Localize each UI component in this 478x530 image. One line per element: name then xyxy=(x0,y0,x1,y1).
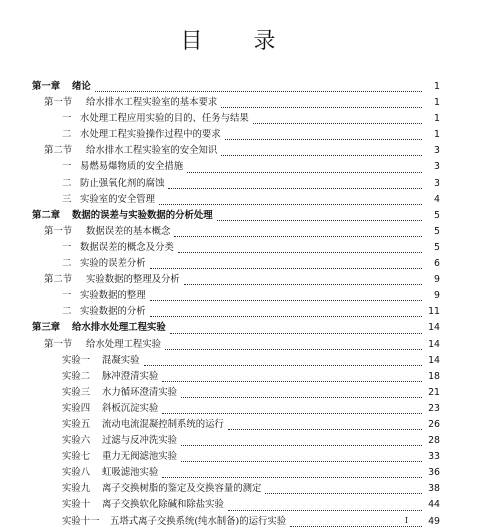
toc-entry-label xyxy=(44,272,180,288)
toc-entry-title: 过滤与反冲洗实验 xyxy=(102,435,178,447)
dot-leader xyxy=(174,235,422,237)
dot-leader xyxy=(162,380,422,382)
toc-entry-number: 实验十 xyxy=(62,499,91,511)
toc-entry-page: 14 xyxy=(428,322,440,334)
toc-entry[interactable] xyxy=(32,417,440,433)
toc-entry-label xyxy=(62,417,224,433)
dot-leader xyxy=(184,283,422,285)
toc-entry-page: 38 xyxy=(428,483,440,495)
toc-entry[interactable] xyxy=(32,465,440,481)
toc-entry-page: 11 xyxy=(428,306,440,318)
toc-entry-title: 斜板沉淀实验 xyxy=(102,402,159,414)
toc-entry-label xyxy=(62,401,158,417)
toc-entry-page: 26 xyxy=(428,418,440,430)
toc-entry-page: 1 xyxy=(434,129,440,141)
toc-entry[interactable] xyxy=(32,401,440,417)
toc-entry[interactable] xyxy=(32,79,440,95)
toc-entry-label xyxy=(32,79,91,95)
dot-leader xyxy=(221,154,422,156)
dot-leader xyxy=(217,219,422,221)
dot-leader xyxy=(144,364,422,366)
toc-entry[interactable] xyxy=(32,111,440,127)
dot-leader xyxy=(162,412,422,414)
toc-entry-title: 水处理工程实验操作过程中的要求 xyxy=(80,129,221,141)
toc-entry-title: 混凝实验 xyxy=(102,354,140,366)
toc-entry-page: 33 xyxy=(428,451,440,463)
dot-leader xyxy=(150,267,422,269)
toc-entry-page: 36 xyxy=(428,467,440,479)
page-number-mark: I xyxy=(404,516,408,525)
dot-leader xyxy=(150,315,422,317)
dot-leader xyxy=(187,171,422,173)
dot-leader xyxy=(170,332,422,334)
toc-entry-number: 第一章 xyxy=(32,81,61,92)
toc-entry-number: 二 xyxy=(62,306,72,318)
toc-entry-title: 数据的误差与实验数据的分析处理 xyxy=(72,209,213,221)
toc-entry-number: 第一节 xyxy=(44,97,73,109)
toc-entry-number: 一 xyxy=(62,290,72,302)
toc-entry-title: 水处理工程应用实验的目的、任务与结果 xyxy=(80,113,249,125)
toc-entry-page: 9 xyxy=(434,274,440,286)
dot-leader xyxy=(159,203,422,205)
toc-entry-page: 49 xyxy=(428,515,440,527)
toc-entry-number: 实验七 xyxy=(62,451,91,463)
toc-entry-title: 给水排水工程实验室的基本要求 xyxy=(86,97,218,109)
toc-entry-title: 脉冲澄清实验 xyxy=(102,370,159,382)
toc-entry-page: 5 xyxy=(434,209,440,221)
toc-entry-title: 实验数据的整理及分析 xyxy=(86,274,180,286)
toc-entry-page: 1 xyxy=(434,97,440,109)
dot-leader xyxy=(221,106,422,108)
toc-entry-number: 实验五 xyxy=(62,418,91,430)
toc-entry-label xyxy=(62,304,146,320)
toc-entry[interactable] xyxy=(32,497,440,513)
toc-entry-title: 防止强氧化剂的腐蚀 xyxy=(80,177,165,189)
toc-entry-page: 3 xyxy=(434,145,440,157)
toc-entry-number: 实验六 xyxy=(62,435,91,447)
dot-leader xyxy=(225,138,422,140)
toc-entry-number: 实验四 xyxy=(62,402,91,414)
toc-entry-label xyxy=(62,481,261,497)
toc-entry-title: 离子交换树脂的鉴定及交换容量的测定 xyxy=(102,483,262,495)
toc-entry-title: 给水排水工程实验室的安全知识 xyxy=(86,145,218,157)
toc-entry[interactable] xyxy=(32,143,440,159)
toc-entry-label xyxy=(62,111,249,127)
toc-entry-label xyxy=(62,369,158,385)
toc-entry[interactable] xyxy=(32,433,440,449)
toc-entry-number: 第一节 xyxy=(44,225,73,237)
toc-entry-label xyxy=(62,353,140,369)
toc-entry-title: 数据误差的基本概念 xyxy=(86,225,171,237)
dot-leader xyxy=(181,460,422,462)
toc-entry-page: 1 xyxy=(434,81,440,92)
toc-entry-label xyxy=(32,208,213,224)
toc-entry[interactable] xyxy=(32,514,440,530)
toc-entry-page: 3 xyxy=(434,161,440,173)
toc-entry-page: 6 xyxy=(434,258,440,270)
toc-entry[interactable] xyxy=(32,240,440,256)
toc-entry[interactable] xyxy=(32,127,440,143)
toc-entry-title: 流动电流混凝控制系统的运行 xyxy=(102,418,224,430)
toc-entry-title: 实验数据的整理 xyxy=(80,290,146,302)
toc-entry-label xyxy=(62,240,174,256)
toc-entry-page: 14 xyxy=(428,338,440,350)
dot-leader xyxy=(165,348,422,350)
toc-entry-number: 二 xyxy=(62,177,72,189)
toc-entry-title: 绪论 xyxy=(72,81,91,92)
toc-entry[interactable] xyxy=(32,272,440,288)
toc-entry[interactable] xyxy=(32,176,440,192)
toc-entry[interactable] xyxy=(32,304,440,320)
toc-entry-label xyxy=(32,320,166,336)
toc-entry-label xyxy=(62,465,158,481)
toc-entry-number: 一 xyxy=(62,241,72,253)
toc-entry-label xyxy=(62,127,221,143)
dot-leader xyxy=(181,444,422,446)
toc-entry-title: 给水处理工程实验 xyxy=(86,338,162,350)
toc-entry-number: 二 xyxy=(62,129,72,141)
toc-entry[interactable] xyxy=(32,337,440,353)
table-of-contents xyxy=(32,79,440,530)
toc-entry-number: 实验十一 xyxy=(62,515,100,527)
toc-entry-page: 5 xyxy=(434,225,440,237)
toc-entry[interactable] xyxy=(32,481,440,497)
dot-leader xyxy=(95,90,422,92)
toc-entry-page: 14 xyxy=(428,354,440,366)
toc-entry-page: 4 xyxy=(434,193,440,205)
toc-entry-page: 21 xyxy=(428,386,440,398)
toc-entry-number: 实验二 xyxy=(62,370,91,382)
dot-leader xyxy=(162,476,422,478)
toc-entry[interactable] xyxy=(32,449,440,465)
toc-entry-number: 实验三 xyxy=(62,386,91,398)
toc-entry[interactable] xyxy=(32,224,440,240)
toc-entry-title: 水力循环澄清实验 xyxy=(102,386,178,398)
toc-entry-number: 二 xyxy=(62,258,72,270)
toc-entry-number: 第一节 xyxy=(44,338,73,350)
toc-entry-page: 28 xyxy=(428,435,440,447)
toc-entry[interactable] xyxy=(32,320,440,336)
toc-entry-title: 实验数据的分析 xyxy=(80,306,146,318)
dot-leader xyxy=(265,492,422,494)
toc-entry-title: 数据误差的概念及分类 xyxy=(80,241,174,253)
toc-entry[interactable] xyxy=(32,208,440,224)
toc-entry[interactable] xyxy=(32,256,440,272)
toc-entry-label xyxy=(62,192,155,208)
toc-entry-page: 5 xyxy=(434,241,440,253)
toc-entry-page: 23 xyxy=(428,402,440,414)
toc-entry-number: 一 xyxy=(62,113,72,125)
toc-entry-label xyxy=(62,497,224,513)
dot-leader xyxy=(290,525,422,527)
toc-entry-number: 实验一 xyxy=(62,354,91,366)
toc-entry-label xyxy=(44,95,217,111)
toc-entry-page: 18 xyxy=(428,370,440,382)
dot-leader xyxy=(181,396,422,398)
toc-entry-number: 一 xyxy=(62,161,72,173)
toc-entry[interactable] xyxy=(32,385,440,401)
toc-entry-number: 实验九 xyxy=(62,483,91,495)
toc-entry-title: 虹吸滤池实验 xyxy=(102,467,159,479)
toc-entry-title: 五塔式离子交换系统(纯水制备)的运行实验 xyxy=(110,515,287,527)
dot-leader xyxy=(228,509,422,511)
toc-entry-number: 实验八 xyxy=(62,467,91,479)
toc-entry-title: 实验室的安全管理 xyxy=(80,193,156,205)
dot-leader xyxy=(253,122,422,124)
toc-entry-number: 第二节 xyxy=(44,145,73,157)
toc-entry-label xyxy=(44,224,170,240)
toc-entry-label xyxy=(44,143,217,159)
toc-entry-label xyxy=(62,433,177,449)
toc-entry-title: 重力无阀滤池实验 xyxy=(102,451,178,463)
toc-entry-number: 第三章 xyxy=(32,322,61,334)
toc-entry-label xyxy=(62,288,146,304)
toc-entry-page: 3 xyxy=(434,177,440,189)
page-title: 目 录 xyxy=(180,29,298,54)
toc-entry-page: 44 xyxy=(428,499,440,511)
toc-entry[interactable] xyxy=(32,353,440,369)
toc-entry-label xyxy=(62,159,183,175)
toc-entry-label xyxy=(62,514,286,530)
toc-entry-title: 易燃易爆物质的安全措施 xyxy=(80,161,184,173)
toc-entry-label xyxy=(62,385,177,401)
dot-leader xyxy=(228,428,422,430)
dot-leader xyxy=(168,187,422,189)
toc-entry-label xyxy=(62,449,177,465)
toc-entry-title: 给水排水处理工程实验 xyxy=(72,322,166,334)
toc-entry[interactable] xyxy=(32,95,440,111)
dot-leader xyxy=(150,299,422,301)
toc-entry-number: 第二章 xyxy=(32,209,61,221)
toc-entry[interactable] xyxy=(32,369,440,385)
toc-entry-title: 离子交换软化除碱和除盐实验 xyxy=(102,499,224,511)
toc-entry-label xyxy=(44,337,161,353)
toc-entry[interactable] xyxy=(32,288,440,304)
toc-entry-title: 实验的误差分析 xyxy=(80,258,146,270)
toc-entry-page: 9 xyxy=(434,290,440,302)
toc-entry[interactable] xyxy=(32,192,440,208)
toc-entry-label xyxy=(62,176,164,192)
toc-entry-label xyxy=(62,256,146,272)
toc-entry-number: 三 xyxy=(62,193,72,205)
toc-entry-page: 1 xyxy=(434,113,440,125)
toc-entry-number: 第二节 xyxy=(44,274,73,286)
toc-entry[interactable] xyxy=(32,159,440,175)
dot-leader xyxy=(178,251,422,253)
